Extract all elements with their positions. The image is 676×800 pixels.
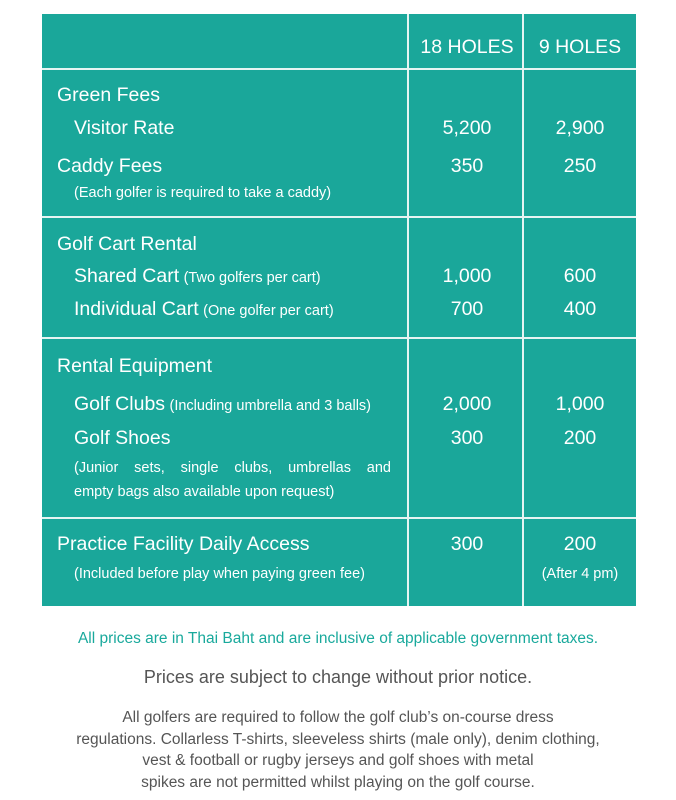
currency-note: All prices are in Thai Baht and are inclusive of applicable government taxes.	[77, 630, 599, 647]
caddy-fees-9: 250	[563, 155, 597, 177]
practice-facility-9-note: (After 4 pm)	[541, 566, 619, 582]
shared-cart-row	[74, 267, 321, 287]
visitor-rate-label: Visitor Rate	[74, 117, 175, 139]
caddy-fees-label: Caddy Fees	[57, 155, 163, 177]
practice-facility-note: (Included before play when paying green fee)	[74, 566, 365, 582]
visitor-rate-9: 2,900	[555, 117, 605, 139]
rental-note-line2: empty bags also available upon request)	[74, 484, 335, 500]
caddy-fees-18: 350	[450, 155, 484, 177]
shared-cart-9: 600	[563, 265, 597, 287]
individual-cart-note: (One golfer per cart)	[203, 303, 334, 319]
golf-clubs-18: 2,000	[442, 393, 492, 415]
individual-cart-18: 700	[450, 298, 484, 320]
dress-code-paragraph	[0, 707, 676, 793]
golf-shoes-18: 300	[450, 427, 484, 449]
dress-code-line: regulations. Collarless T-shirts, sleeveless shirts (male only), denim clothing,	[76, 730, 600, 748]
individual-cart-label: Individual Cart	[74, 298, 199, 320]
dress-code-line: vest & football or rugby jerseys and golf shoes with metal	[142, 752, 534, 769]
golf-clubs-9: 1,000	[555, 393, 605, 415]
section-title-rental-equipment: Rental Equipment	[57, 355, 213, 377]
golf-clubs-row	[74, 395, 371, 415]
shared-cart-label: Shared Cart	[74, 265, 180, 287]
golf-shoes-9: 200	[563, 427, 597, 449]
shared-cart-note: (Two golfers per cart)	[183, 270, 321, 286]
dress-code-line: spikes are not permitted whilst playing on the golf course.	[141, 773, 535, 791]
row-divider	[42, 68, 636, 70]
caddy-fees-note: (Each golfer is required to take a caddy)	[74, 185, 332, 201]
header-18-holes: 18 HOLES	[420, 36, 514, 58]
individual-cart-row	[74, 300, 334, 320]
section-title-green-fees: Green Fees	[57, 84, 160, 106]
header-9-holes: 9 HOLES	[538, 36, 622, 58]
practice-facility-18: 300	[450, 533, 484, 555]
section-title-practice-facility: Practice Facility Daily Access	[57, 533, 310, 555]
individual-cart-9: 400	[563, 298, 597, 320]
row-divider	[42, 337, 636, 339]
section-title-golf-cart: Golf Cart Rental	[57, 233, 197, 255]
golf-shoes-label: Golf Shoes	[74, 427, 171, 449]
row-divider	[42, 216, 636, 218]
dress-code-line: All golfers are required to follow the golf club’s on-course dress	[122, 709, 554, 726]
golf-clubs-note: (Including umbrella and 3 balls)	[169, 398, 371, 414]
price-change-note: Prices are subject to change without prior notice.	[143, 667, 533, 687]
practice-facility-9: 200	[563, 533, 597, 555]
golf-clubs-label: Golf Clubs	[74, 393, 166, 415]
price-table	[42, 14, 636, 606]
rental-note-line1: (Junior sets, single clubs, umbrellas and	[74, 460, 391, 476]
visitor-rate-18: 5,200	[442, 117, 492, 139]
shared-cart-18: 1,000	[442, 265, 492, 287]
row-divider	[42, 517, 636, 519]
